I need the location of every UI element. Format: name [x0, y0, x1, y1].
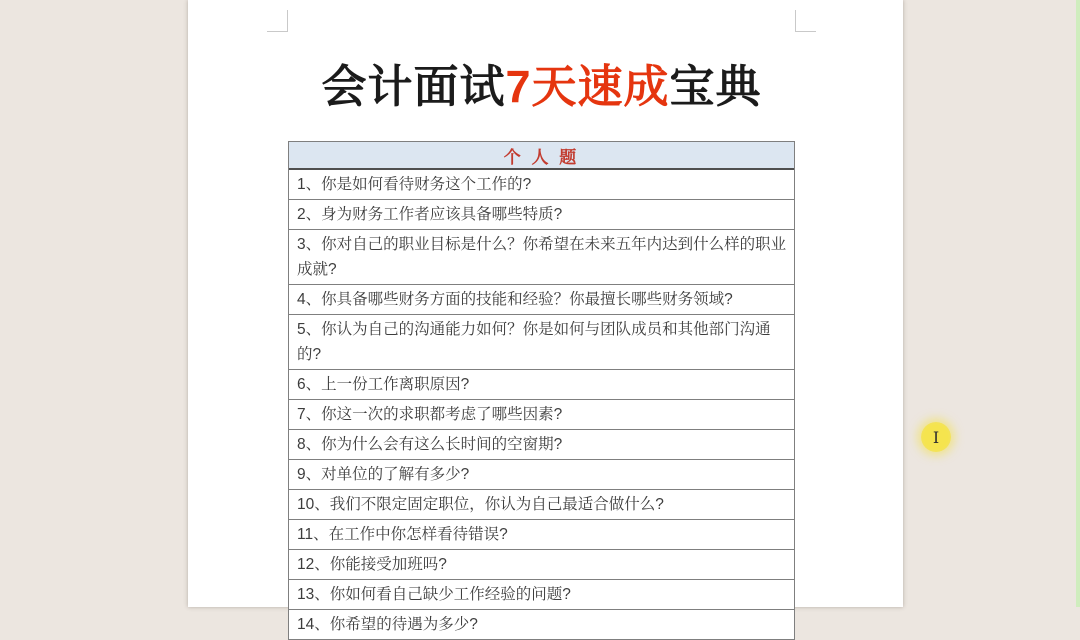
question-row	[289, 429, 794, 459]
question-row	[289, 369, 794, 399]
page-title-part3: 宝典	[669, 61, 762, 112]
question-text: 1、你是如何看待财务这个工作的?	[297, 176, 532, 193]
question-text: 14、你希望的待遇为多少?	[297, 616, 478, 633]
question-text: 6、上一份工作离职原因?	[297, 376, 470, 393]
question-row	[289, 229, 794, 284]
question-text: 13、你如何看自己缺少工作经验的问题?	[297, 586, 571, 603]
question-row	[289, 609, 794, 639]
question-text: 10、我们不限定固定职位，你认为自己最适合做什么?	[297, 496, 664, 513]
question-row	[289, 579, 794, 609]
margin-crop-mark-top-right	[795, 10, 816, 32]
table-body	[289, 170, 794, 639]
document-page[interactable]	[188, 0, 903, 633]
page-title	[288, 50, 795, 115]
question-row	[289, 199, 794, 229]
questions-table	[288, 141, 795, 640]
question-text: 8、你为什么会有这么长时间的空窗期?	[297, 436, 563, 453]
question-row	[289, 399, 794, 429]
question-text: 11、在工作中你怎样看待错误?	[297, 526, 508, 543]
margin-crop-mark-top-left	[267, 10, 288, 32]
page-title-part2-accent: 7天速成	[505, 61, 670, 112]
question-text: 9、对单位的了解有多少?	[297, 466, 470, 483]
right-edge-strip	[1076, 0, 1080, 607]
question-row	[289, 549, 794, 579]
click-cursor-indicator	[921, 422, 951, 452]
question-row	[289, 489, 794, 519]
question-text: 7、你这一次的求职都考虑了哪些因素?	[297, 406, 563, 423]
question-row	[289, 519, 794, 549]
question-row	[289, 459, 794, 489]
question-row	[289, 314, 794, 369]
text-cursor-icon: I	[932, 427, 940, 447]
question-text: 5、你认为自己的沟通能力如何？你是如何与团队成员和其他部门沟通的?	[297, 321, 771, 363]
question-text: 2、身为财务工作者应该具备哪些特质?	[297, 206, 563, 223]
page-title-part1: 会计面试	[321, 61, 506, 112]
question-text: 4、你具备哪些财务方面的技能和经验？你最擅长哪些财务领域?	[297, 291, 733, 308]
question-text: 12、你能接受加班吗?	[297, 556, 447, 573]
table-header: 个 人 题	[289, 142, 794, 170]
question-text: 3、你对自己的职业目标是什么？你希望在未来五年内达到什么样的职业成就?	[297, 236, 787, 278]
question-row	[289, 284, 794, 314]
question-row	[289, 170, 794, 199]
